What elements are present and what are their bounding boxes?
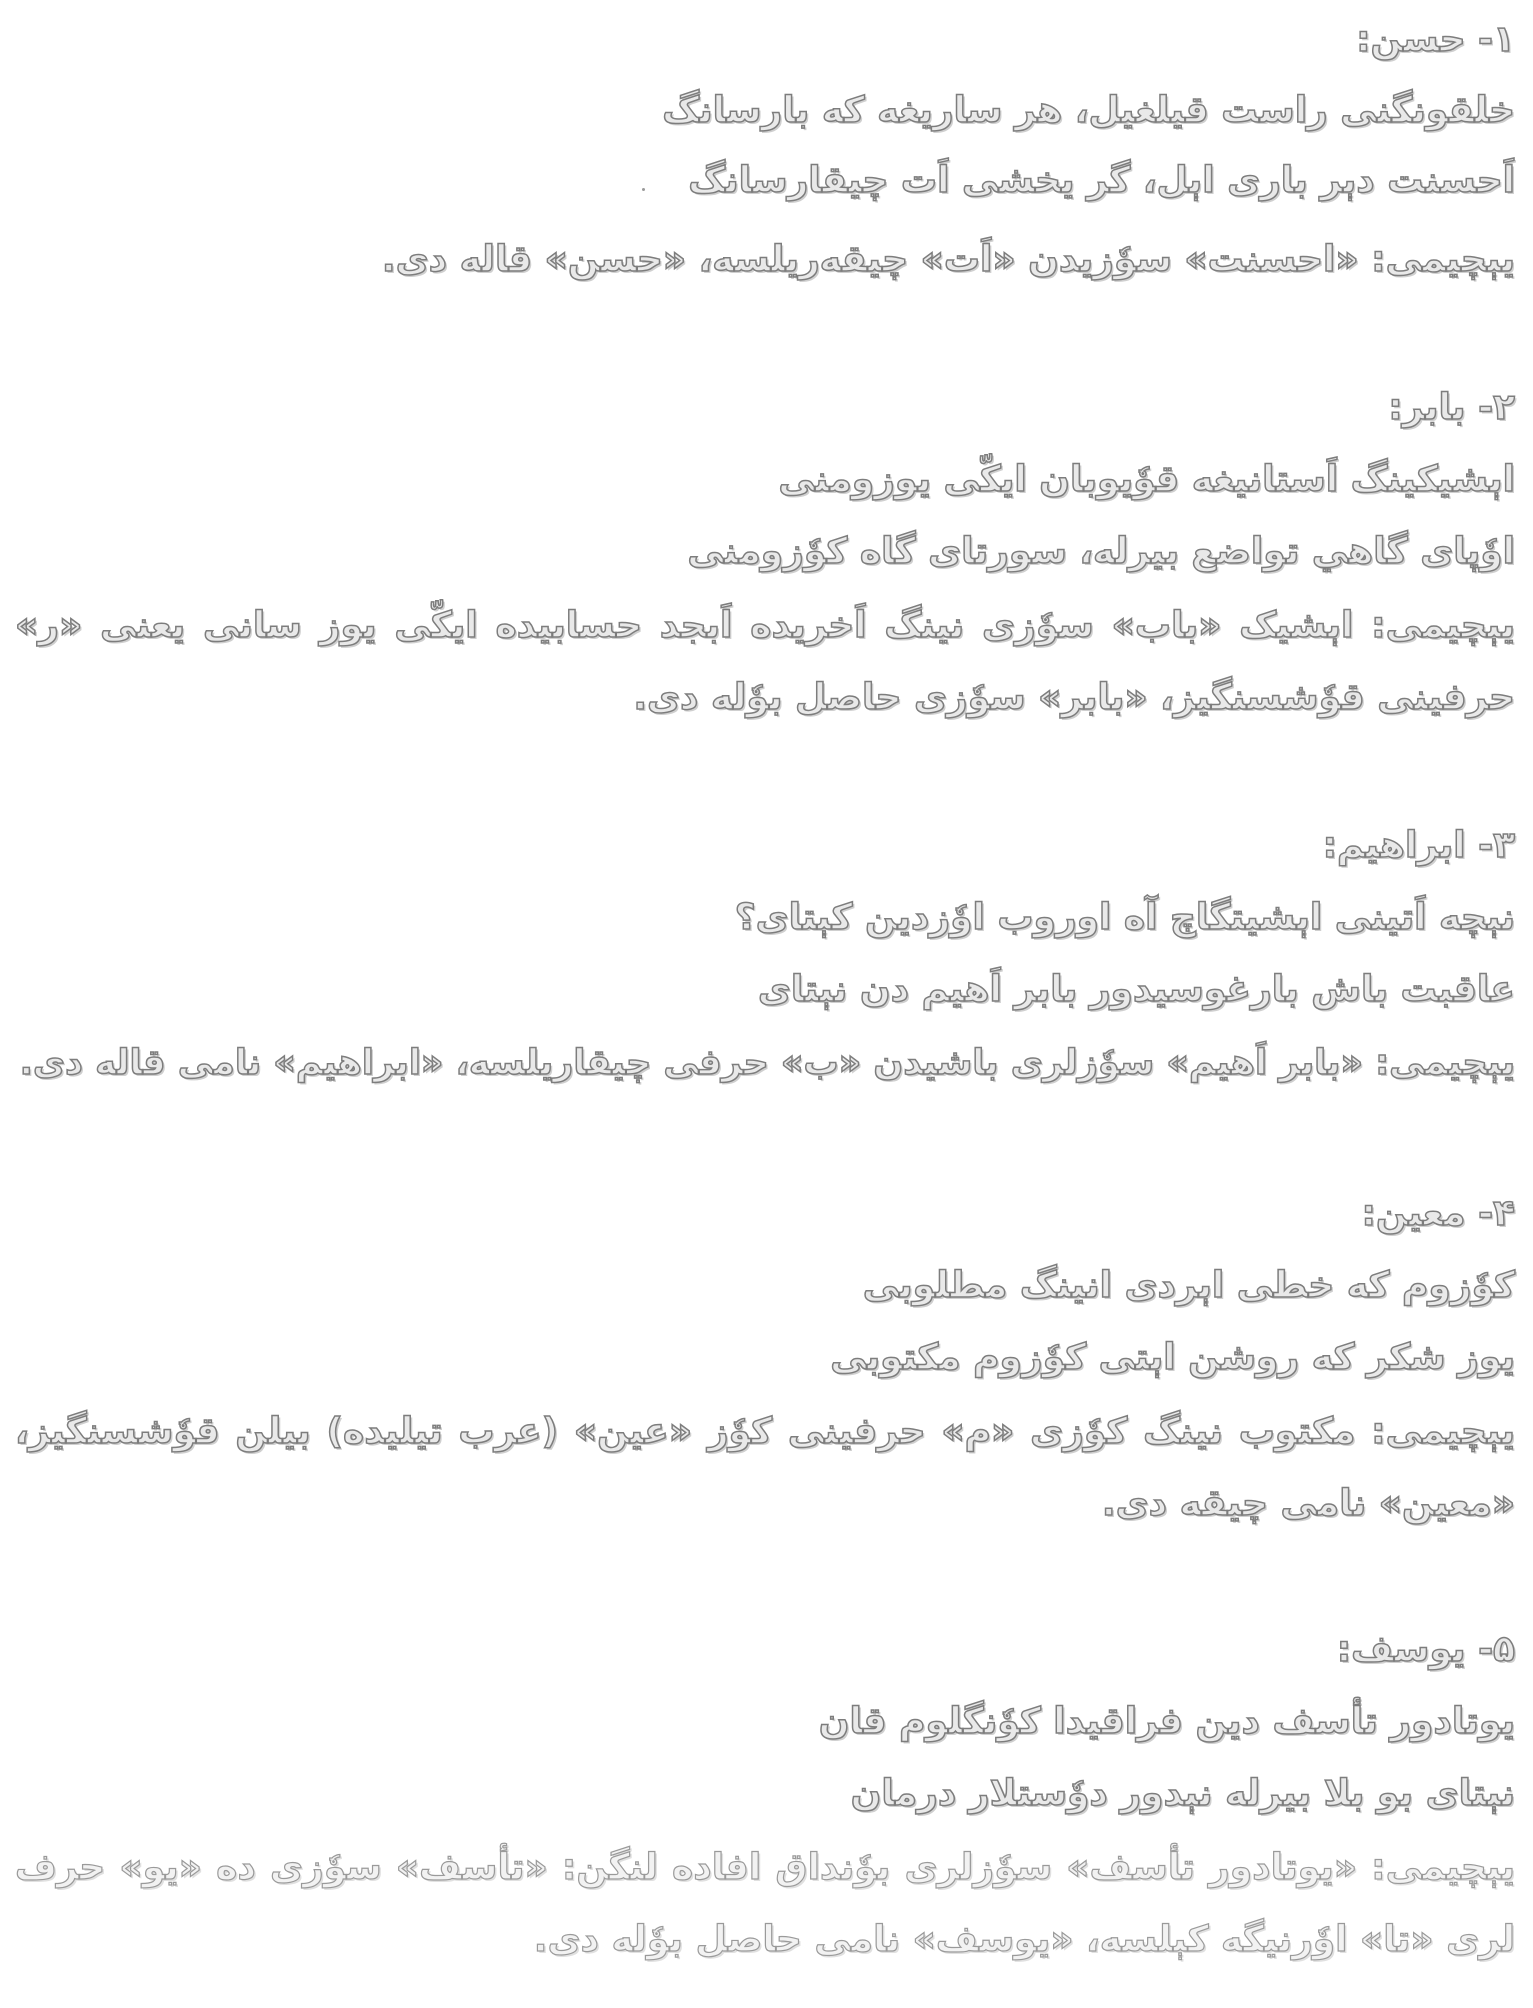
riddle-3-answer: یېچیمی: «بابر اَهیم» سوٗزلری باشیدن «ب» حرفی چیقاریلسه، «ابراهیم» نامی قاله دی. <box>19 1043 1515 1083</box>
riddle-5-verse-1: یوتادور تأسف دین فراقیدا کوٗنگلوم قان <box>818 1701 1515 1742</box>
riddle-2-verse-1: اېشیکینگ اَستانیغه قوٗیوبان ایکّی یوزومنی <box>778 459 1515 500</box>
riddle-4-verse-1: کوٗزوم که خطی اېردی انینگ مطلوبی <box>862 1265 1515 1306</box>
riddle-3-verse-1: نېچه اَتینی اېشیتگاچ آه اوروب اوٗزدین کېتای؟ <box>734 897 1515 938</box>
riddle-3-verse-2: عاقبت باش بارغوسیدور بابر اَهیم دن نېتای <box>757 969 1515 1010</box>
riddle-5-heading: ۵- یوسف: <box>1336 1629 1515 1670</box>
riddle-1-heading: ۱- حسن: <box>1356 19 1515 60</box>
riddle-1-verse-1: خلقونگنی راست قیلغیل، هر ساریغه که بارسانگ <box>662 90 1515 131</box>
riddle-2-heading: ۲- بابر: <box>1388 387 1515 428</box>
riddle-2-verse-2: اوٗپای گاهي تواضع بیرله، سورتای گاه کوٗزومنی <box>687 531 1515 572</box>
riddle-1-verse-2: اَحسنت دېر باری اېل، گر یخشی اَت چیقارسانگ <box>688 160 1515 201</box>
riddle-2-answer-line-1: یېچیمی: اېشیک «باب» سوٗزی نینگ اَخریده اَبجد حسابیده ایکّی یوز سانی یعنی «ر» <box>15 605 1515 646</box>
riddle-4-answer-line-1: یېچیمی: مکتوب نینگ کوٗزی «م» حرفینی کوٗز «عین» (عرب تیلیده) بیلن قوٗشسنگیز، <box>15 1411 1515 1452</box>
riddle-4-answer-line-2: «معین» نامی چیقه دی. <box>1101 1483 1515 1524</box>
riddle-1-answer: یېچیمی: «احسنت» سوٗزیدن «اَت» چیقه‌ریلسه، «حسن» قاله دی. <box>381 239 1515 280</box>
riddle-2-answer-line-2: حرفینی قوٗشسنگیز، «بابر» سوٗزی حاصل بوٗله دی. <box>633 677 1515 718</box>
riddle-5-answer-line-2: لری «تا» اوٗرنیگه کېلسه، «یوسف» نامی حاصل بوٗله دی. <box>533 1919 1515 1960</box>
riddle-4-verse-2: یوز شکر که روشن اېتی کوٗزوم مکتوبی <box>830 1337 1515 1378</box>
ink-speck <box>642 188 645 191</box>
riddle-5-verse-2: نېتای بو بلا بیرله نېدور دوٗستلار درمان <box>850 1773 1515 1814</box>
riddle-3-heading: ۳- ابراهیم: <box>1322 825 1515 866</box>
riddle-5-answer-line-1: یېچیمی: «یوتادور تأسف» سوٗزلری بوٗنداق افاده لنگن: «تأسف» سوٗزی ده «یو» حرف <box>15 1847 1515 1888</box>
riddle-4-heading: ۴- معین: <box>1361 1193 1515 1234</box>
